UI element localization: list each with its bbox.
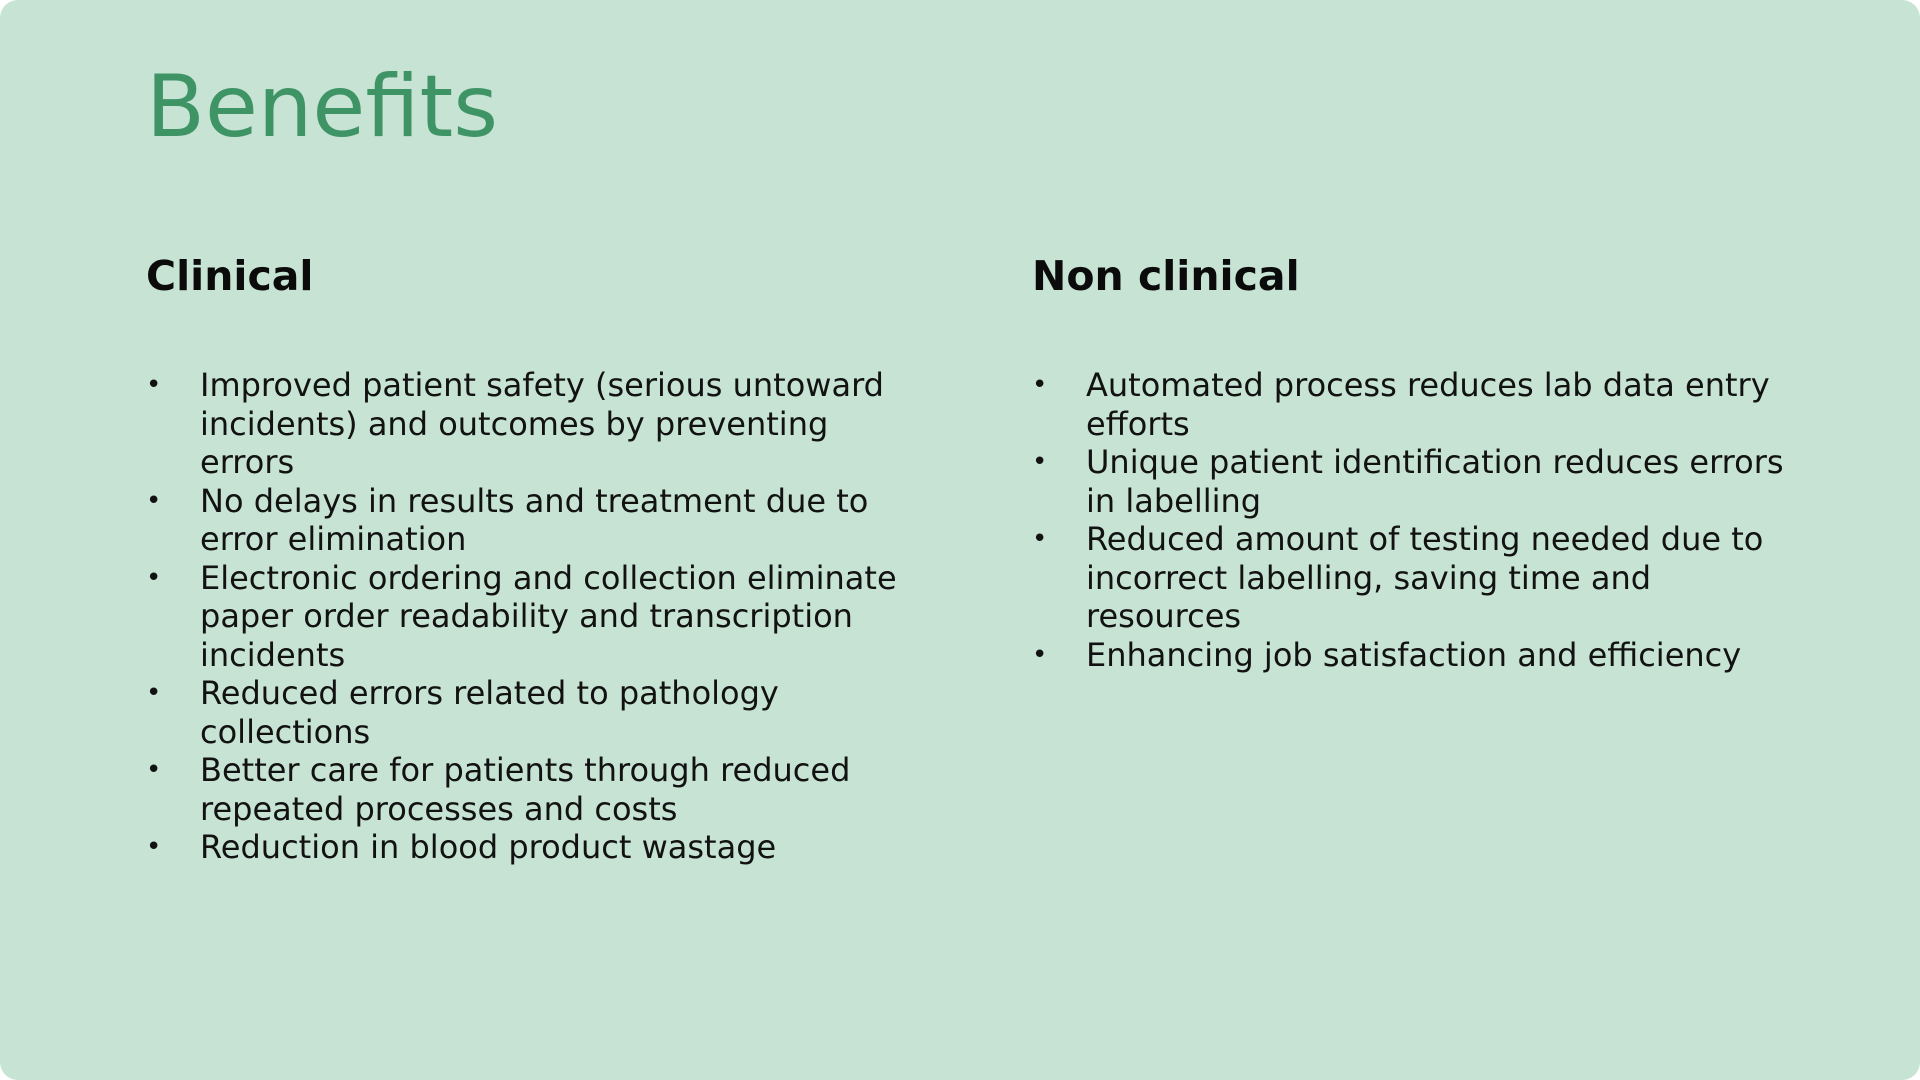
bullet-text: Reduced errors related to pathology collections: [200, 674, 779, 751]
bullet-text: Automated process reduces lab data entry efforts: [1086, 366, 1770, 443]
bullet-item: [146, 674, 906, 751]
bullet-dot-icon: •: [1032, 370, 1048, 400]
bullet-text: Improved patient safety (serious untoward incidents) and outcomes by preventing errors: [200, 366, 884, 481]
bullet-text: No delays in results and treatment due to error elimination: [200, 481, 869, 558]
slide-title: Benefits: [146, 57, 499, 157]
non-clinical-bullet-list: [1032, 366, 1792, 674]
bullet-dot-icon: •: [146, 485, 162, 516]
bullet-item: [146, 751, 906, 828]
bullet-dot-icon: •: [1032, 524, 1048, 554]
bullet-item: [146, 482, 906, 559]
bullet-dot-icon: •: [146, 832, 162, 862]
bullet-text: Unique patient identification reduces errors in labelling: [1086, 443, 1784, 520]
bullet-dot-icon: •: [146, 755, 162, 785]
clinical-bullet-list: [146, 366, 906, 867]
bullet-dot-icon: •: [1032, 447, 1048, 477]
bullet-item: [1032, 443, 1792, 520]
bullet-item: [1032, 520, 1792, 636]
bullet-dot-icon: •: [146, 562, 162, 593]
bullet-item: [146, 559, 906, 675]
bullet-text: Enhancing job satisfaction and efficiency: [1086, 635, 1742, 674]
bullet-dot-icon: •: [146, 370, 162, 400]
bullet-text: Electronic ordering and collection eliminate paper order readability and transcription incidents: [200, 558, 897, 674]
non-clinical-heading: Non clinical: [1032, 252, 1300, 300]
bullet-text: Reduction in blood product wastage: [200, 828, 777, 866]
bullet-text: Reduced amount of testing needed due to incorrect labelling, saving time and resources: [1086, 520, 1764, 635]
bullet-item: [1032, 636, 1792, 675]
bullet-text: Better care for patients through reduced repeated processes and costs: [200, 751, 851, 828]
non-clinical-column: [1032, 248, 1792, 674]
clinical-heading: Clinical: [146, 252, 314, 300]
bullet-item: [1032, 366, 1792, 443]
bullet-dot-icon: •: [146, 678, 162, 708]
bullet-dot-icon: •: [1032, 639, 1048, 670]
clinical-column: [146, 248, 906, 866]
bullet-item: [146, 828, 906, 867]
bullet-item: [146, 366, 906, 482]
